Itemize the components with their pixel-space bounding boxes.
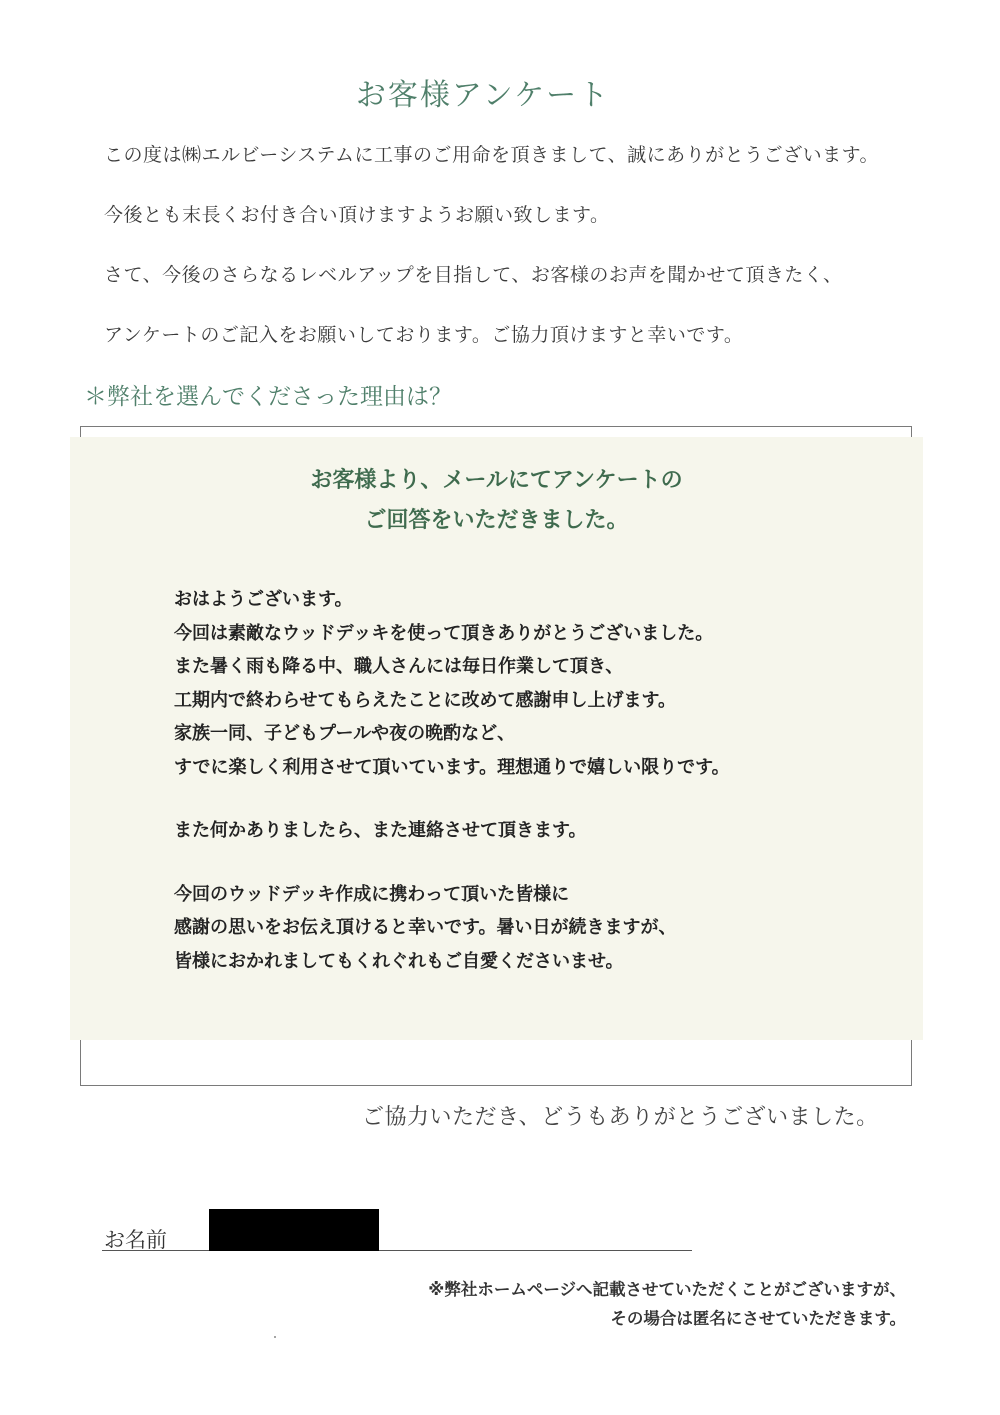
thanks-message: ご協力いただき、どうもありがとうございました。 <box>362 1105 879 1130</box>
redacted-name <box>209 1209 379 1251</box>
message-line: 家族一同、子どもプールや夜の晩酌など、 <box>174 723 516 744</box>
intro-line-2: 今後とも末長くお付き合い頂けますようお願い致します。 <box>104 204 610 226</box>
message-line: 今回は素敵なウッドデッキを使って頂きありがとうございました。 <box>174 622 714 644</box>
message-line: また暑く雨も降る中、職人さんには毎日作業して頂き、 <box>174 656 624 677</box>
message-line: 今回のウッドデッキ作成に携わって頂いた皆様に <box>174 883 570 905</box>
message-line: 感謝の思いをお伝え頂けると幸いです。暑い日が続きますが、 <box>174 917 677 938</box>
message-line: すでに楽しく利用させて頂いています。理想通りで嬉しい限りです。 <box>174 756 730 778</box>
scan-speck <box>274 1336 276 1338</box>
answer-heading-line-2: ご回答をいただきました。 <box>364 508 629 533</box>
intro-line-1: この度は㈱エルビーシステムに工事のご用命を頂きまして、誠にありがとうございます。 <box>104 144 880 166</box>
intro-line-4: アンケートのご記入をお願いしております。ご協力頂けますと幸いです。 <box>104 324 744 346</box>
message-line: 工期内で終わらせてもらえたことに改めて感謝申し上げます。 <box>174 689 677 711</box>
paragraph-gap <box>174 784 730 814</box>
name-label: お名前 <box>104 1228 167 1252</box>
page-title: お客様アンケート <box>355 78 611 113</box>
answer-heading-line-1: お客様より、メールにてアンケートの <box>310 468 683 493</box>
answer-overlay <box>70 437 923 1040</box>
customer-message <box>174 583 730 978</box>
survey-question: ＊弊社を選んでくださった理由は？ <box>84 384 452 410</box>
message-line: また何かありましたら、また連絡させて頂きます。 <box>174 820 587 841</box>
answer-heading <box>70 461 923 541</box>
name-underline <box>102 1250 692 1251</box>
message-line: 皆様におかれましてもくれぐれもご自愛くださいませ。 <box>174 950 624 972</box>
footer-note-line-2: その場合は匿名にさせていただきます。 <box>610 1309 906 1328</box>
intro-line-3: さて、今後のさらなるレベルアップを目指して、お客様のお声を聞かせて頂きたく、 <box>104 264 843 286</box>
footer-note-line-1: ※弊社ホームページへ記載させていただくことがございますが、 <box>428 1280 906 1299</box>
paragraph-gap <box>174 848 730 878</box>
message-line: おはようございます。 <box>174 589 353 610</box>
